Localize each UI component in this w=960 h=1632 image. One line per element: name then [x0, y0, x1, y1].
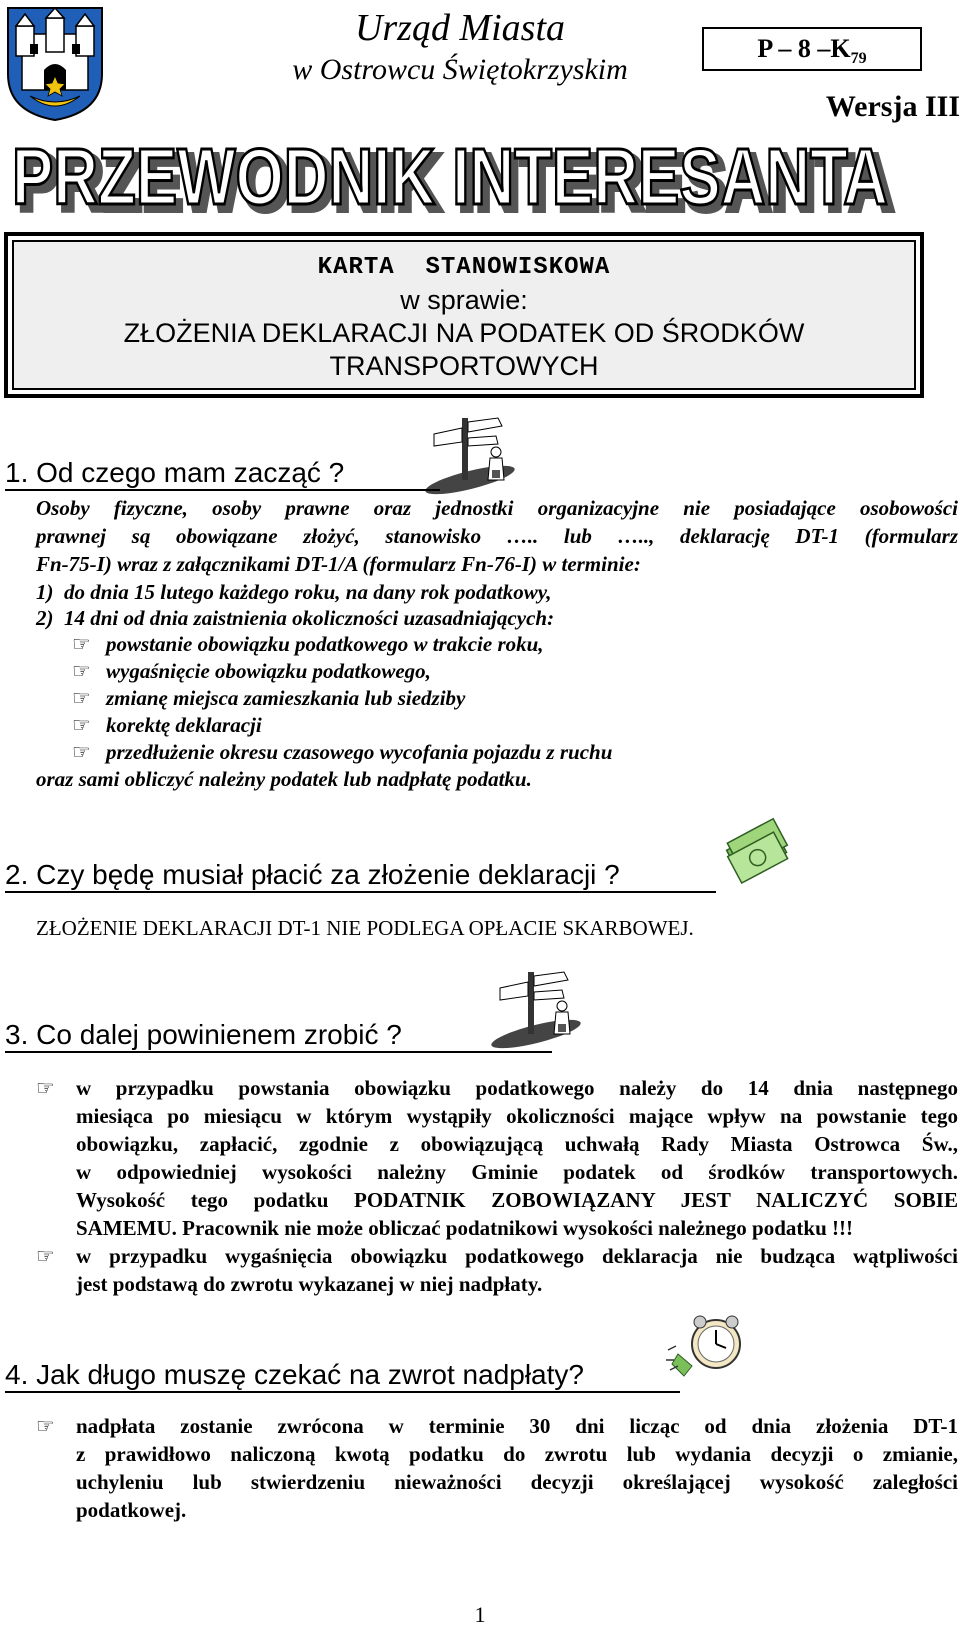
section-1-heading [5, 456, 440, 490]
list-item [36, 1242, 958, 1298]
list-item [72, 657, 431, 685]
list-item-text: korektę deklaracji [106, 713, 262, 737]
list-item [72, 711, 262, 739]
text-line: nadpłata zostanie zwrócona w terminie 30 dni licząc od dnia złożenia DT-1 [76, 1414, 958, 1438]
pointing-hand-icon: ☞ [72, 686, 91, 710]
pointing-hand-icon: ☞ [72, 740, 91, 764]
pointing-hand-icon: ☞ [36, 1244, 55, 1268]
list-item-text: zmianę miejsca zamieszkania lub siedziby [106, 686, 466, 710]
office-title: Urząd Miasta [354, 7, 566, 49]
pointing-hand-icon: ☞ [72, 632, 91, 656]
text-line: obowiązku, zapłacić, zgodnie z obowiązującą uchwałą Rady Miasta Ostrowca Św., [76, 1132, 958, 1156]
banner-text: PRZEWODNIK INTERESANTA [12, 132, 888, 221]
text-line: Wysokość tego podatku PODATNIK ZOBOWIĄZANY JEST NALICZYĆ SOBIE [76, 1188, 958, 1212]
card-title-inner [12, 240, 916, 390]
list-item-text: powstanie obowiązku podatkowego w trakcie roku, [106, 632, 544, 656]
card-title-box [4, 232, 924, 398]
list-item [72, 630, 544, 658]
document-code: P – 8 –K [757, 34, 851, 63]
section-4-bullet-1 [76, 1412, 958, 1524]
pointing-hand-icon: ☞ [36, 1414, 55, 1438]
section-3-heading-text: 3. Co dalej powinienem zrobić ? [5, 1019, 552, 1053]
text-line: w przypadku powstania obowiązku podatkowego należy do 14 dnia następnego [76, 1076, 958, 1100]
text-line: SAMEMU. Pracownik nie może obliczać podatnikowi wysokości należnego podatku !!! [76, 1216, 853, 1240]
section-4-heading-text: 4. Jak długo muszę czekać na zwrot nadpłaty? [5, 1359, 680, 1393]
section-3-bullet-2 [76, 1242, 958, 1298]
text-line: w odpowiedniej wysokości należny Gminie podatek od środków transportowych. [76, 1160, 958, 1184]
text-line: uchyleniu lub stwierdzeniu nieważności decyzji określającej wysokość zaległości [76, 1470, 958, 1494]
list-item [72, 684, 465, 712]
city-crest-icon [4, 4, 106, 122]
section-1-intro-line-1: Osoby fizyczne, osoby prawne oraz jednostki organizacyjne nie posiadające osobowości [36, 496, 958, 520]
text-line: z prawidłowo naliczoną kwotą podatku do zwrotu lub wydania decyzji o zmianie, [76, 1442, 958, 1466]
guide-banner [4, 130, 924, 226]
document-code-subscript: 79 [850, 50, 867, 68]
list-item [36, 1412, 958, 1524]
banknotes-icon [720, 812, 794, 888]
section-2-heading-text: 2. Czy będę musiał płacić za złożenie deklaracji ? [5, 859, 716, 893]
section-2-heading [5, 858, 716, 892]
pointing-hand-icon: ☞ [36, 1076, 55, 1100]
section-1-intro-line-2: prawnej są obowiązane złożyć, stanowisko ….. lub ….., deklarację DT-1 (formularz [36, 524, 958, 548]
section-3-heading [5, 1018, 552, 1052]
list-item [72, 738, 612, 766]
section-3-bullet-1 [76, 1074, 958, 1242]
page-number: 1 [474, 1602, 486, 1627]
version-label: Wersja III [825, 90, 960, 123]
document-code-box [702, 27, 922, 71]
card-line-2: ZŁOŻENIA DEKLARACJI NA PODATEK OD ŚRODKÓW [123, 318, 805, 348]
section-1-intro [36, 494, 958, 578]
list-item-text: przedłużenie okresu czasowego wycofania pojazdu z ruchu [106, 740, 613, 764]
section-1-intro-line-3: Fn-75-I) wraz z załącznikami DT-1/A (formularz Fn-76-I) w terminie: [36, 552, 641, 576]
section-1-heading-text: 1. Od czego mam zacząć ? [5, 457, 440, 491]
section-1-item-2: 2) 14 dni od dnia zaistnienia okoliczności uzasadniających: [36, 606, 555, 630]
banner-text-shadow: PRZEWODNIK INTERESANTA [18, 138, 894, 226]
pointing-hand-icon: ☞ [72, 713, 91, 737]
list-item [36, 1074, 958, 1242]
list-item-text: wygaśnięcie obowiązku podatkowego, [106, 659, 431, 683]
card-line-3: TRANSPORTOWYCH [329, 351, 599, 381]
text-line: w przypadku wygaśnięcia obowiązku podatkowego deklaracja nie budząca wątpliwości [76, 1244, 958, 1268]
pointing-hand-icon: ☞ [72, 659, 91, 683]
section-4-heading [5, 1358, 680, 1392]
text-line: podatkowej. [76, 1498, 187, 1522]
section-1-closing: oraz sami obliczyć należny podatek lub nadpłatę podatku. [36, 767, 532, 791]
text-line: jest podstawą do zwrotu wykazanej w niej nadpłaty. [76, 1272, 543, 1296]
card-line-1: w sprawie: [400, 285, 528, 315]
text-line: miesiąca po miesiącu w którym wystąpiły okoliczności mające wpływ na powstanie tego [76, 1104, 958, 1128]
card-label: KARTA STANOWISKOWA [317, 254, 611, 281]
office-subtitle: w Ostrowcu Świętokrzyskim [292, 53, 628, 86]
section-1-item-1: 1) do dnia 15 lutego każdego roku, na dany rok podatkowy, [36, 580, 552, 604]
section-2-text: ZŁOŻENIE DEKLARACJI DT-1 NIE PODLEGA OPŁACIE SKARBOWEJ. [36, 916, 694, 940]
